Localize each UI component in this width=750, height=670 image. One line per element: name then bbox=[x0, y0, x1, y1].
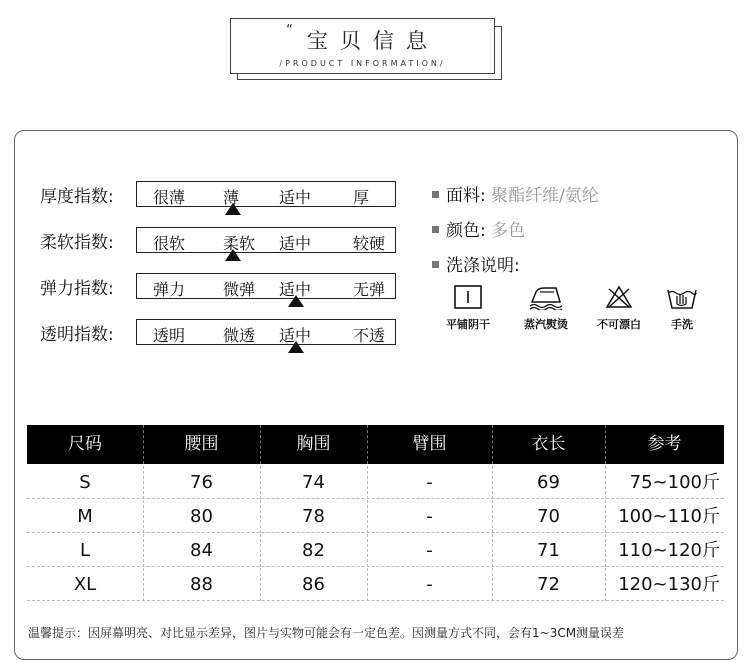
table-cell: 70 bbox=[537, 506, 560, 527]
size-table-header bbox=[27, 425, 724, 464]
column-divider bbox=[143, 425, 144, 464]
title-quote-mark: “ bbox=[286, 23, 293, 38]
column-divider bbox=[260, 500, 261, 533]
column-divider bbox=[492, 534, 493, 567]
table-cell: 100~110斤 bbox=[618, 506, 720, 527]
table-row bbox=[27, 466, 724, 499]
selected-marker-icon bbox=[288, 295, 304, 307]
table-cell: M bbox=[77, 506, 93, 527]
index-option: 很薄 bbox=[153, 188, 186, 207]
column-divider bbox=[143, 466, 144, 499]
index-label: 柔软指数: bbox=[40, 233, 114, 253]
index-option: 微弹 bbox=[223, 280, 256, 299]
table-cell: - bbox=[426, 506, 433, 527]
index-option: 很软 bbox=[153, 234, 186, 253]
no-bleach-icon bbox=[604, 284, 634, 310]
table-cell: 69 bbox=[537, 472, 560, 493]
table-cell: - bbox=[426, 540, 433, 561]
index-option: 柔软 bbox=[223, 234, 256, 253]
column-divider bbox=[260, 466, 261, 499]
care-label: 平铺阴干 bbox=[446, 318, 490, 331]
index-option: 不透 bbox=[353, 326, 386, 345]
care-label: 不可漂白 bbox=[597, 318, 641, 331]
index-label: 弹力指数: bbox=[40, 279, 114, 299]
column-divider bbox=[367, 466, 368, 499]
table-cell: 74 bbox=[302, 472, 325, 493]
column-divider bbox=[605, 500, 606, 533]
table-header-cell: 腰围 bbox=[184, 434, 219, 454]
wash-label: 洗涤说明: bbox=[446, 256, 520, 276]
index-option: 较硬 bbox=[353, 234, 386, 253]
index-scale bbox=[136, 319, 396, 345]
color-value: 多色 bbox=[491, 221, 526, 241]
table-row bbox=[27, 534, 724, 567]
bullet-square-icon bbox=[432, 191, 439, 198]
color-label: 颜色: bbox=[446, 221, 486, 241]
index-option: 弹力 bbox=[153, 280, 186, 299]
table-header-cell: 衣长 bbox=[531, 434, 566, 454]
selected-marker-icon bbox=[288, 341, 304, 353]
column-divider bbox=[492, 568, 493, 601]
table-header-cell: 臂围 bbox=[412, 434, 447, 454]
title-text: 宝贝信息 bbox=[306, 29, 439, 53]
bullet-square-icon bbox=[432, 226, 439, 233]
table-header-cell: 尺码 bbox=[68, 434, 102, 454]
column-divider bbox=[143, 500, 144, 533]
table-cell: - bbox=[426, 472, 433, 493]
wash-row bbox=[432, 251, 520, 276]
column-divider bbox=[143, 534, 144, 567]
index-option: 适中 bbox=[279, 280, 312, 299]
index-option: 透明 bbox=[153, 326, 186, 345]
steam-iron-icon bbox=[526, 284, 566, 310]
care-label: 手洗 bbox=[671, 318, 693, 331]
fabric-value: 聚酯纤维/氨纶 bbox=[491, 186, 599, 206]
care-steam-iron bbox=[506, 284, 586, 332]
measurement-note: 温馨提示：因屏幕明亮、对比显示差异，图片与实物可能会有一定色差。因测量方式不同，会有1~3CM测量误差 bbox=[28, 626, 625, 640]
title-box bbox=[230, 18, 495, 74]
index-label: 透明指数: bbox=[40, 325, 114, 345]
column-divider bbox=[492, 500, 493, 533]
care-flat-dry bbox=[428, 284, 508, 332]
flat-dry-icon bbox=[453, 284, 483, 310]
column-divider bbox=[492, 466, 493, 499]
care-hand-wash bbox=[642, 284, 722, 332]
table-cell: 80 bbox=[190, 506, 213, 527]
table-cell: 84 bbox=[190, 540, 213, 561]
index-option: 无弹 bbox=[353, 280, 386, 299]
table-cell: XL bbox=[73, 574, 97, 595]
column-divider bbox=[367, 568, 368, 601]
table-row bbox=[27, 568, 724, 601]
table-row bbox=[27, 500, 724, 533]
index-option: 适中 bbox=[279, 326, 312, 345]
table-cell: 75~100斤 bbox=[629, 472, 720, 493]
index-option: 微透 bbox=[223, 326, 256, 345]
selected-marker-icon bbox=[225, 203, 241, 215]
fabric-label: 面料: bbox=[446, 186, 486, 206]
title-subtitle: /PRODUCT INFORMATION/ bbox=[279, 59, 446, 68]
index-option: 适中 bbox=[279, 234, 312, 253]
column-divider bbox=[367, 425, 368, 464]
column-divider bbox=[143, 568, 144, 601]
column-divider bbox=[605, 466, 606, 499]
table-cell: L bbox=[79, 540, 91, 561]
table-cell: 86 bbox=[302, 574, 325, 595]
title-heading bbox=[231, 25, 494, 55]
table-cell: - bbox=[426, 574, 433, 595]
selected-marker-icon bbox=[225, 249, 241, 261]
column-divider bbox=[367, 534, 368, 567]
index-label: 厚度指数: bbox=[40, 187, 114, 207]
index-scale bbox=[136, 227, 396, 253]
table-header-cell: 参考 bbox=[647, 434, 682, 454]
fabric-row bbox=[432, 181, 599, 206]
bullet-square-icon bbox=[432, 261, 439, 268]
hand-wash-icon bbox=[665, 284, 699, 310]
index-scale bbox=[136, 273, 396, 299]
column-divider bbox=[605, 568, 606, 601]
table-cell: 120~130斤 bbox=[618, 574, 720, 595]
column-divider bbox=[492, 425, 493, 464]
table-cell: S bbox=[79, 472, 91, 493]
column-divider bbox=[605, 534, 606, 567]
table-cell: 88 bbox=[190, 574, 213, 595]
table-cell: 82 bbox=[302, 540, 325, 561]
table-cell: 72 bbox=[537, 574, 560, 595]
table-header-cell: 胸围 bbox=[296, 434, 331, 454]
color-row bbox=[432, 216, 525, 241]
table-cell: 76 bbox=[190, 472, 213, 493]
section-title bbox=[230, 18, 502, 80]
index-option: 厚 bbox=[353, 188, 370, 207]
care-label: 蒸汽熨烫 bbox=[524, 318, 568, 331]
index-option: 适中 bbox=[279, 188, 312, 207]
column-divider bbox=[260, 568, 261, 601]
index-option: 薄 bbox=[223, 188, 240, 207]
column-divider bbox=[367, 500, 368, 533]
table-cell: 71 bbox=[537, 540, 560, 561]
column-divider bbox=[605, 425, 606, 464]
column-divider bbox=[260, 425, 261, 464]
column-divider bbox=[260, 534, 261, 567]
index-scale bbox=[136, 181, 396, 207]
table-cell: 78 bbox=[302, 506, 325, 527]
table-cell: 110~120斤 bbox=[618, 540, 720, 561]
